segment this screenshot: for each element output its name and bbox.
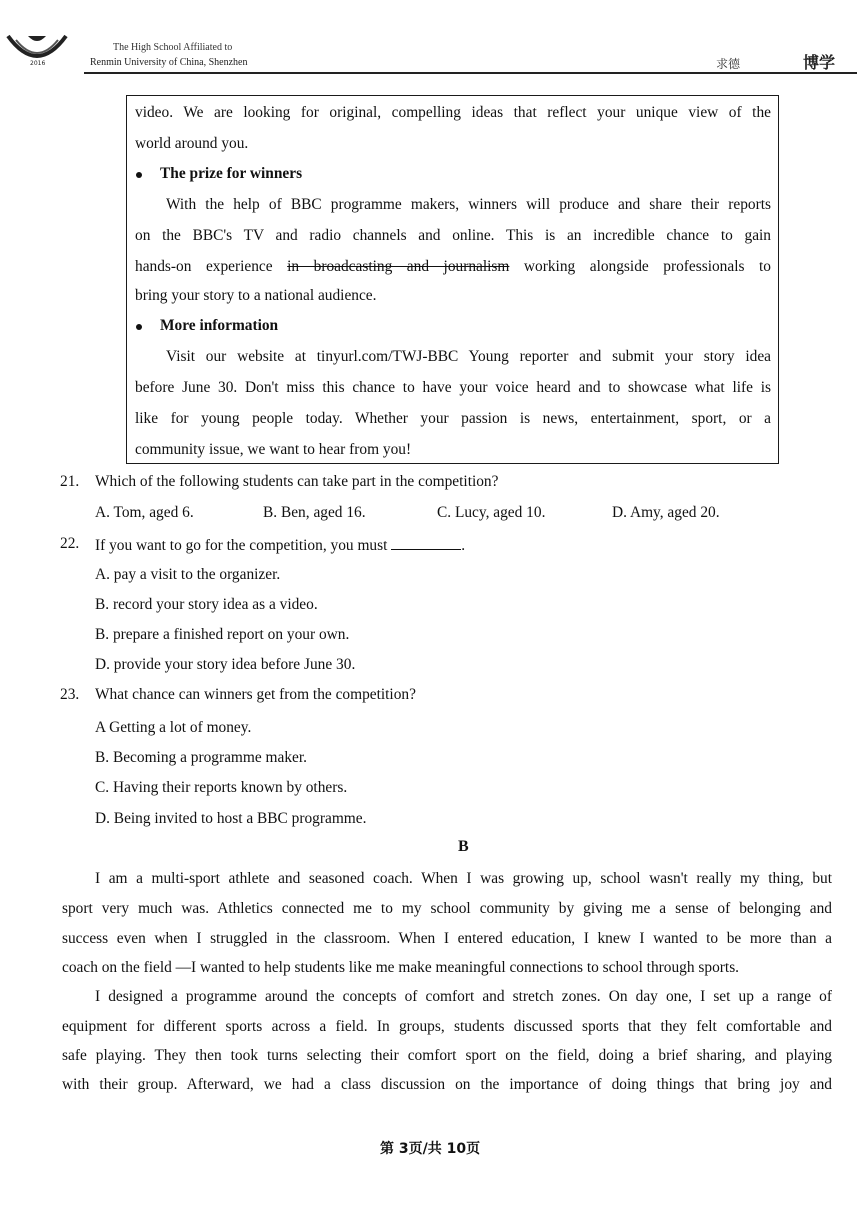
motto-right: 博学: [803, 55, 836, 72]
answer-option: B. record your story idea as a video.: [95, 596, 318, 613]
question-number: 23.: [60, 686, 80, 703]
passage-line: safe playing. They then took turns selecting their comfort sport on the field, doing a brief sharing, and playing: [62, 1047, 832, 1064]
school-name-line1: The High School Affiliated to: [113, 42, 233, 53]
answer-option: A. Tom, aged 6.: [95, 504, 194, 521]
answer-option: A. pay a visit to the organizer.: [95, 566, 281, 583]
answer-option: D. Amy, aged 20.: [612, 504, 720, 521]
info-line: community issue, we want to hear from you!: [135, 441, 412, 458]
notice-intro-line: world around you.: [135, 135, 249, 152]
info-heading: More information: [160, 317, 279, 334]
section-heading: B: [458, 838, 469, 855]
answer-blank: [391, 535, 461, 550]
passage-line: coach on the field —I wanted to help students like me make meaningful connections to school through sports.: [62, 959, 740, 976]
page-number: 第 3页/共 10页: [380, 1141, 481, 1157]
school-name-line2: Renmin University of China, Shenzhen: [90, 57, 248, 68]
answer-option: D. Being invited to host a BBC programme.: [95, 810, 367, 827]
question-number: 22.: [60, 535, 80, 552]
question-stem-text: If you want to go for the competition, you must: [95, 537, 388, 554]
question-stem: [95, 535, 465, 555]
prize-line: [135, 258, 771, 276]
answer-option: D. provide your story idea before June 30.: [95, 656, 356, 673]
passage-line: sport very much was. Athletics connected me to my school community by giving me a sense of belonging and: [62, 900, 832, 917]
page-header: [0, 0, 867, 80]
info-line: like for young people today. Whether your passion is news, entertainment, sport, or a: [135, 410, 771, 427]
question-stem-end: .: [461, 537, 466, 554]
passage-line: success even when I struggled in the classroom. When I entered education, I knew I wanted to be more than a: [62, 930, 832, 947]
prize-line-part: working alongside professionals to: [523, 258, 771, 275]
struck-phrase: in broadcasting and journalism: [287, 258, 510, 275]
answer-option: B. Becoming a programme maker.: [95, 749, 307, 766]
answer-option: C. Having their reports known by others.: [95, 779, 348, 796]
answer-option: B. prepare a finished report on your own.: [95, 626, 350, 643]
bullet-icon: [136, 324, 142, 330]
passage-line: I am a multi-sport athlete and seasoned coach. When I was growing up, school wasn't really my thing, but: [95, 870, 832, 887]
prize-line: With the help of BBC programme makers, winners will produce and share their reports: [166, 196, 771, 213]
question-stem: Which of the following students can take part in the competition?: [95, 473, 499, 490]
passage-line: with their group. Afterward, we had a class discussion on the importance of doing things that bring joy and: [62, 1076, 832, 1093]
info-line: before June 30. Don't miss this chance to have your voice heard and to showcase what life is: [135, 379, 771, 396]
prize-heading: The prize for winners: [160, 165, 303, 182]
answer-option: C. Lucy, aged 10.: [437, 504, 546, 521]
question-number: 21.: [60, 473, 80, 490]
motto-left: 求德: [716, 57, 741, 71]
school-logo: [6, 32, 68, 74]
info-line: Visit our website at tinyurl.com/TWJ-BBC Young reporter and submit your story idea: [166, 348, 771, 365]
prize-line-part: hands-on experience: [135, 258, 273, 275]
notice-intro-line: video. We are looking for original, compelling ideas that reflect your unique view of the: [135, 104, 771, 121]
header-rule: [84, 72, 857, 74]
logo-year: 2016: [30, 60, 46, 67]
question-stem: What chance can winners get from the competition?: [95, 686, 416, 703]
bullet-icon: [136, 172, 142, 178]
prize-line: bring your story to a national audience.: [135, 287, 377, 304]
passage-line: I designed a programme around the concepts of comfort and stretch zones. On day one, I set up a range of: [95, 988, 832, 1005]
prize-line: on the BBC's TV and radio channels and online. This is an incredible chance to gain: [135, 227, 771, 244]
answer-option: B. Ben, aged 16.: [263, 504, 366, 521]
answer-option: A Getting a lot of money.: [95, 719, 252, 736]
passage-line: equipment for different sports across a field. In groups, students discussed sports that they felt comfortable and: [62, 1018, 832, 1035]
